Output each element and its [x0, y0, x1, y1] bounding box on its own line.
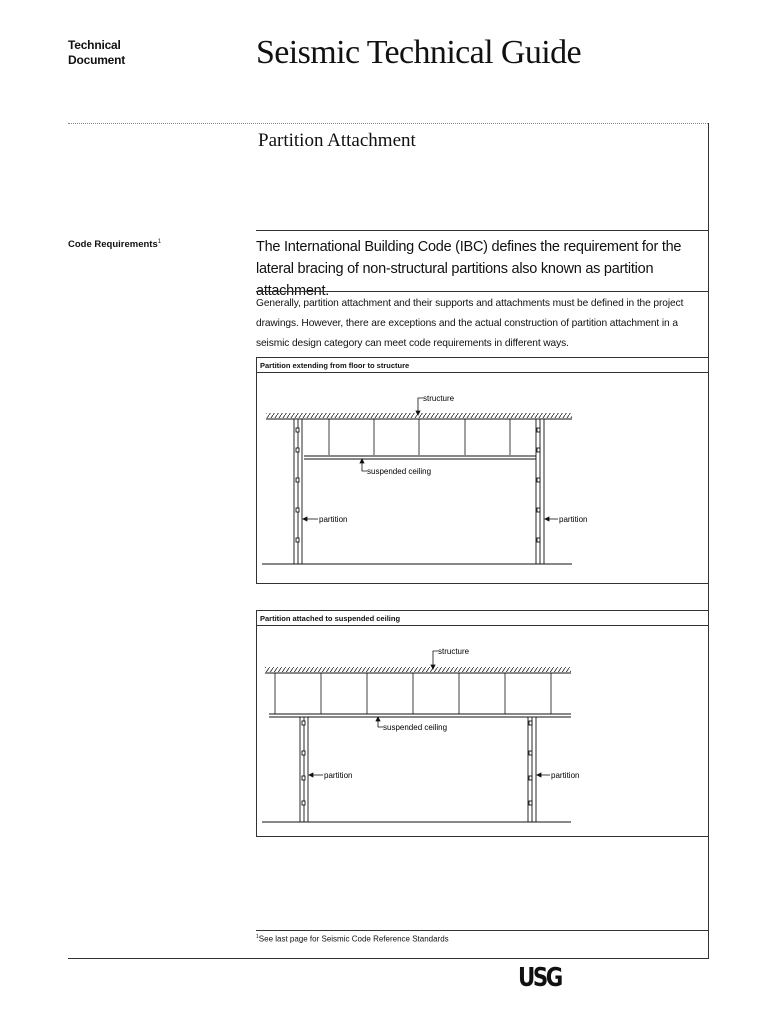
ceiling-label: suspended ceiling [383, 723, 448, 732]
left-partition-leader [309, 773, 323, 777]
footnote [256, 934, 449, 944]
left-partition-label: partition [319, 515, 348, 524]
left-partition [300, 717, 308, 822]
ceiling-hangers [275, 673, 551, 714]
structure-leader [416, 398, 423, 415]
lead-paragraph: The International Building Code (IBC) defines the requirement for the lateral bracing of non-structural partitions also known as partition attachment. [256, 239, 682, 299]
code-requirements-label [68, 239, 161, 250]
right-partition [536, 419, 544, 564]
section-divider [256, 230, 709, 231]
figure-caption: Partition attached to suspended ceiling [257, 611, 708, 626]
header-divider [68, 123, 708, 124]
side-label-footnote-mark: 1 [157, 239, 162, 245]
right-partition-label: partition [551, 771, 580, 780]
ceiling-hangers [329, 419, 510, 455]
right-partition-leader [545, 517, 558, 521]
suspended-ceiling [304, 456, 537, 459]
document-type-label [68, 38, 125, 68]
left-partition [294, 419, 302, 564]
ceiling-leader [376, 717, 383, 727]
figure-2-drawing [257, 626, 708, 837]
figure-attached-to-ceiling [256, 610, 709, 837]
side-label-text: Code Requirements [68, 239, 158, 251]
ceiling-leader [360, 459, 367, 471]
figure-1-drawing [257, 373, 708, 584]
usg-logo: USG [518, 963, 561, 993]
right-partition-leader [537, 773, 550, 777]
doc-type-line-1: Technical [68, 38, 121, 52]
structure-slab [266, 413, 572, 419]
left-partition-leader [303, 517, 318, 521]
footnote-mark: 1 [256, 934, 259, 940]
ceiling-label: suspended ceiling [367, 467, 432, 476]
structure-slab [265, 667, 571, 673]
suspended-ceiling [269, 714, 571, 717]
body-paragraph: Generally, partition attachment and their supports and attachments must be defined in the project drawings. However, there are exceptions and the actual construction of partition attachment in a seismic design category can meet code requirements in different ways. [256, 298, 684, 349]
structure-label: structure [438, 647, 470, 656]
doc-type-line-2: Document [68, 53, 126, 67]
structure-label: structure [423, 394, 455, 403]
footer-rule [68, 958, 709, 959]
left-partition-label: partition [324, 771, 353, 780]
footnote-divider [256, 930, 709, 931]
right-partition-label: partition [559, 515, 588, 524]
figure-caption: Partition extending from floor to structure [257, 358, 708, 373]
paragraph-divider [256, 291, 709, 292]
right-partition [528, 717, 536, 822]
footnote-text: See last page for Seismic Code Reference Standards [258, 934, 449, 944]
structure-leader [431, 651, 438, 669]
figure-floor-to-structure [256, 357, 709, 584]
page-title: Seismic Technical Guide [256, 34, 581, 71]
section-title: Partition Attachment [258, 130, 416, 151]
